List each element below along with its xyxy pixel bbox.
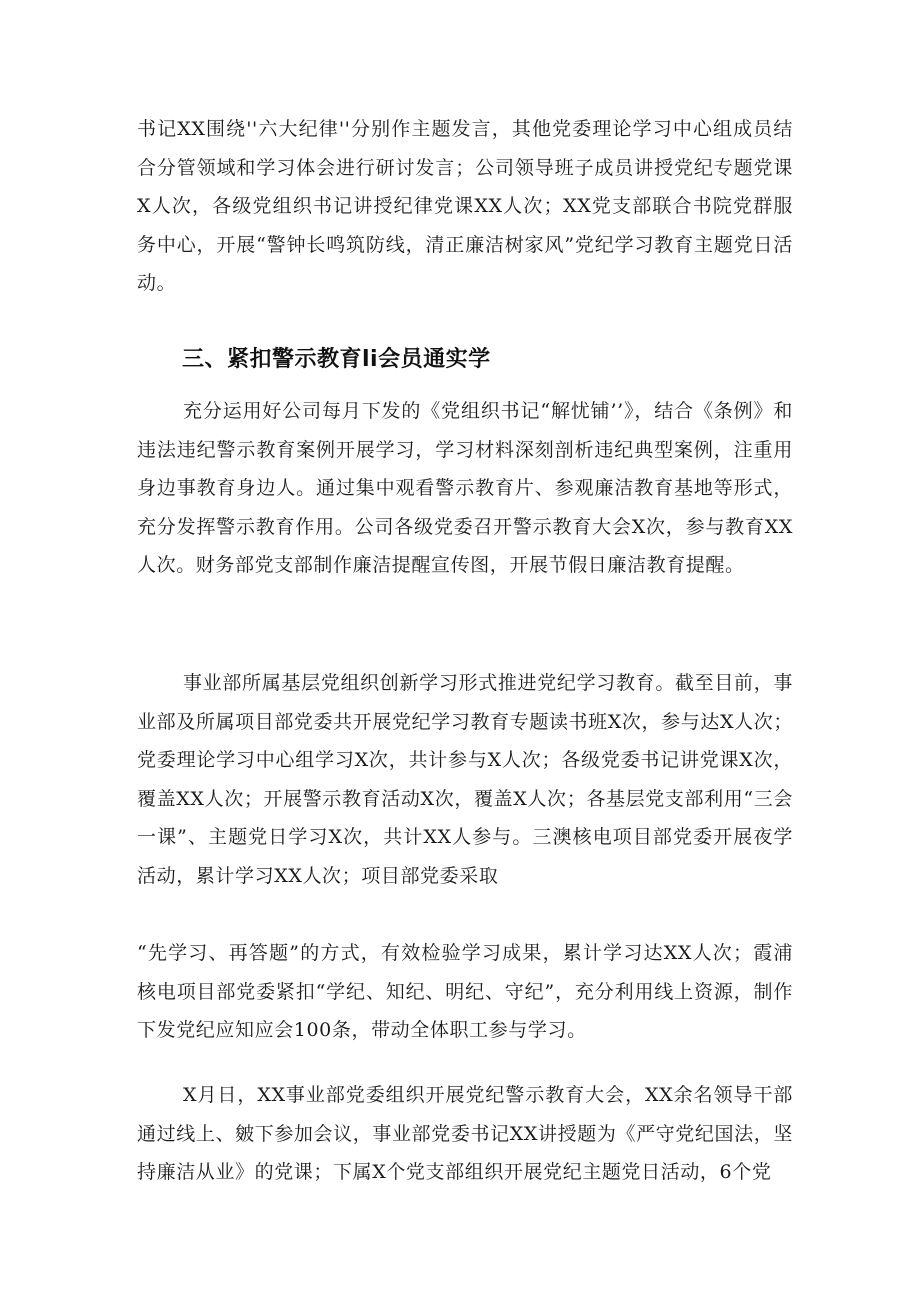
body-paragraph-2: 充分运用好公司每月下发的《党组织书记“解忧铺’’》，结合《条例》和违法违纪警示教育案例开展学习，学习材料深刻剖析违纪典型案例，注重用身边事教育身边人。通过集中观看警示教育片、参观廉洁教育基地等形式，充分发挥警示教育作用。公司各级党委召开警示教育大会X次，参与教育XX人次。财务部党支部制作廉洁提醒宣传图，开展节假日廉洁教育提醒。	[137, 400, 793, 576]
body-paragraph-4: “先学习、再答题”的方式，有效检验学习成果，累计学习达XX人次；霞浦核电项目部党委紧扣“学纪、知纪、明纪、守纪”，充分利用线上资源，制作下发党纪应知应会100条，带动全体职工参与学习。	[137, 942, 793, 1041]
body-paragraph-5: X月日，XX事业部党委组织开展党纪警示教育大会，XX余名领导干部通过线上、皴下参加会议，事业部党委书记XX讲授题为《严守党纪国法，坚持廉洁从业》的党课；下属X个党支部组织开展党纪主题党日活动，6个党	[137, 1084, 793, 1183]
body-paragraph-1: 书记XX围绕''六大纪律''分别作主题发言，其他党委理论学习中心组成员结合分管领域和学习体会进行研讨发言；公司领导班子成员讲授党纪专题党课X人次，各级党组织书记讲授纪律党课XX人次；XX党支部联合书院党群服务中心，开展“警钟长鸣筑防线，清正廉洁树家风”党纪学习教育主题党日活动。	[137, 118, 793, 294]
section-heading: 三、紧扣警示教育li会员通实学	[182, 347, 491, 372]
body-paragraph-3: 事业部所属基层党组织创新学习形式推进党纪学习教育。截至目前，事业部及所属项目部党委共开展党纪学习教育专题读书班X次，参与达X人次；党委理论学习中心组学习X次，共计参与X人次；各级党委书记讲党课X次，覆盖XX人次；开展警示教育活动X次，覆盖X人次；各基层党支部利用“三会一课”、主题党日学习X次，共计XX人参与。三澳核电项目部党委开展夜学活动，累计学习XX人次；项目部党委采取	[137, 672, 793, 887]
